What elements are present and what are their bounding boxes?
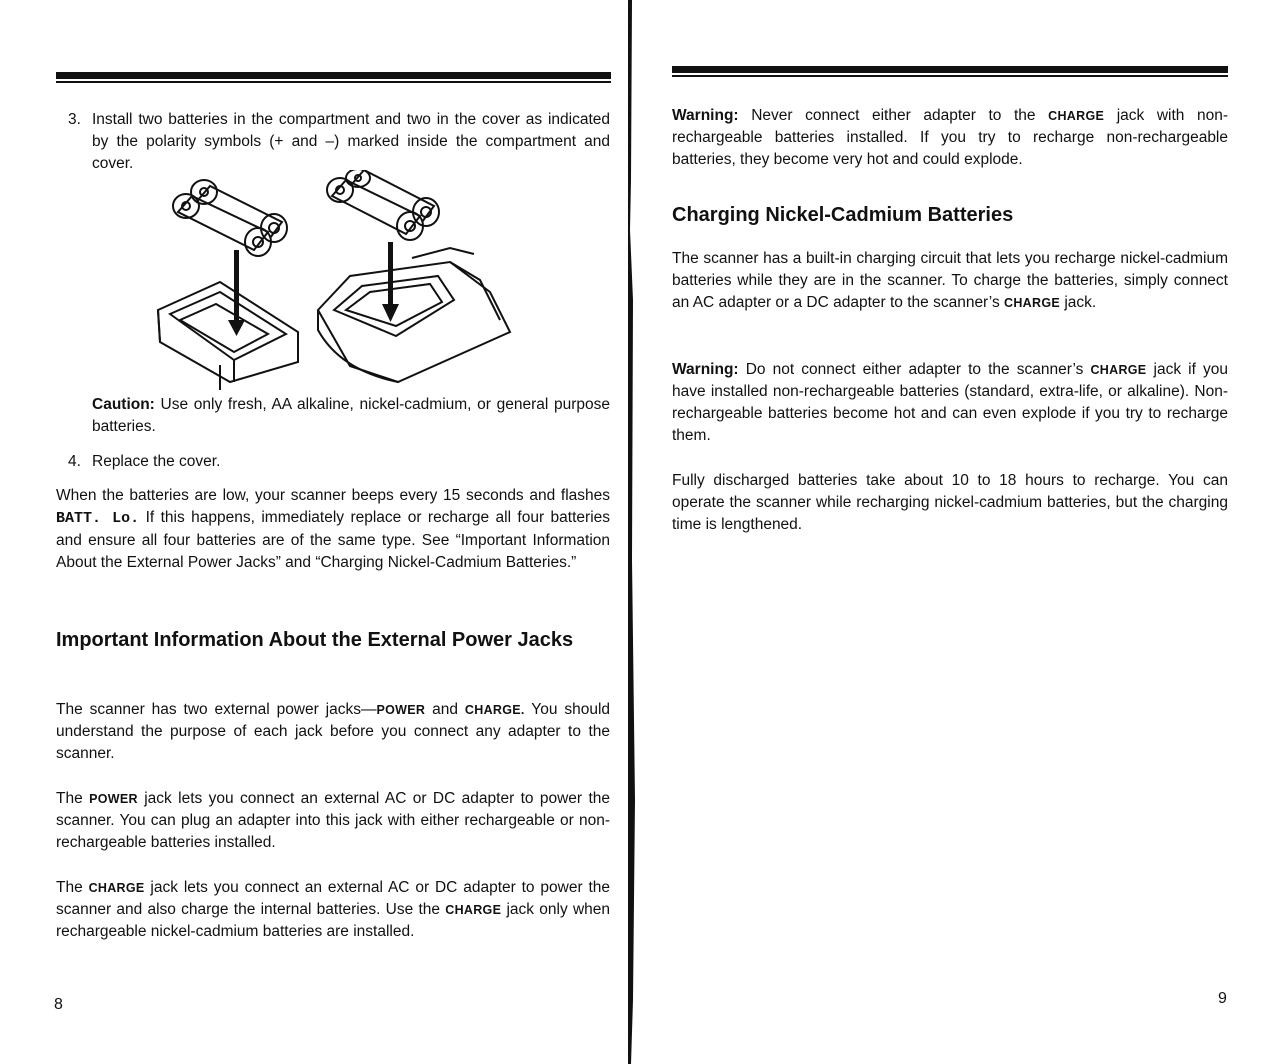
right-page xyxy=(640,0,1278,1064)
power-jack-text: jack lets you connect an external AC or DC adapter to power the scanner. You can plug an adapter into this jack with either rechargeable or non-rechargeable batteries installed. xyxy=(56,790,611,851)
header-rule-thin xyxy=(56,81,611,83)
header-rule-thin xyxy=(672,75,1228,77)
charge-jack-text-1: jack lets you connect an external AC or DC adapter to power the scanner and also charge the internal batteries. Use the xyxy=(56,879,611,918)
charge-term: CHARGE xyxy=(445,903,502,917)
power-jacks-text-1: The scanner has two external power jacks— xyxy=(56,701,377,718)
charging-text-2: jack. xyxy=(1064,294,1097,311)
charge-jack-text-2: jack only when rechargeable nickel-cadmium batteries are installed. xyxy=(56,901,610,940)
low-battery-text-2: If this happens, immediately replace or recharge all four batteries and ensure all four batteries are of the same type. See “Important Information About the External Power Jacks” and “Charging Nickel-Cadmium Batteries.” xyxy=(56,509,611,571)
low-battery-text-1: When the batteries are low, your scanner beeps every 15 seconds and flashes xyxy=(56,487,610,504)
step-3-number: 3. xyxy=(68,111,81,128)
recharge-time-paragraph: Fully discharged batteries take about 10 to 18 hours to recharge. You can operate the scanner while recharging nickel-cadmium batteries, but the charging time is lengthened. xyxy=(672,472,1228,533)
power-jack-paragraph xyxy=(56,788,610,854)
low-battery-paragraph xyxy=(56,485,610,574)
step-4-text: Replace the cover. xyxy=(92,453,221,470)
charging-text-1: The scanner has a built-in charging circuit that lets you recharge nickel-cadmium batteries while they are in the scanner. To charge the batteries, simply connect an AC adapter or a DC adapter to the scanner’s xyxy=(672,250,1228,311)
the-word: The xyxy=(56,790,83,807)
power-jacks-text-2: You should understand the purpose of each jack before you connect any adapter to the scanner. xyxy=(56,701,611,762)
and-word: and xyxy=(432,701,459,718)
power-jacks-paragraph xyxy=(56,699,610,765)
step-3-text: Install two batteries in the compartment and two in the cover as indicated by the polarity symbols (+ and –) marked inside the compartment and cover. xyxy=(92,111,610,172)
external-power-heading: Important Information About the External Power Jacks xyxy=(56,629,574,651)
warning-1-text-1: Never connect either adapter to the xyxy=(751,107,1036,124)
batt-lo-display: BATT. Lo. xyxy=(56,510,140,527)
header-rule xyxy=(672,66,1228,73)
charge-term: CHARGE xyxy=(1090,363,1147,377)
caution-label: Caution: xyxy=(92,396,155,413)
charge-term: CHARGE xyxy=(1004,296,1060,310)
the-word: The xyxy=(56,879,83,896)
charge-jack-paragraph xyxy=(56,877,610,943)
charge-term: CHARGE xyxy=(88,881,145,895)
power-term: POWER xyxy=(376,703,426,717)
warning-1-text-2: jack with non-rechargeable batteries installed. If you try to recharge non-rechargeable batteries, they become very hot and could explode. xyxy=(672,107,1229,168)
header-rule xyxy=(56,72,611,79)
charging-circuit-paragraph xyxy=(672,248,1228,314)
warning-paragraph-2 xyxy=(672,359,1228,447)
left-page xyxy=(0,0,638,1064)
warning-label: Warning: xyxy=(672,107,739,124)
step-4-number: 4. xyxy=(68,453,81,470)
warning-paragraph-1 xyxy=(672,105,1228,171)
warning-label: Warning: xyxy=(672,361,739,378)
page-number-left: 8 xyxy=(54,996,63,1013)
charging-nicad-heading: Charging Nickel-Cadmium Batteries xyxy=(672,204,1014,226)
caution-text: Use only fresh, AA alkaline, nickel-cadmium, or general purpose batteries. xyxy=(92,396,611,435)
charge-term: CHARGE xyxy=(1048,109,1105,123)
warning-2-text-2: jack if you have installed non-rechargeable batteries (standard, extra-life, or alkaline). Non-rechargeable batteries become hot and can even explode if you try to recharge them. xyxy=(672,361,1229,444)
page-number-right: 9 xyxy=(1218,990,1227,1007)
power-term: POWER xyxy=(89,792,138,806)
caution-note xyxy=(92,394,610,438)
charge-term: CHARGE. xyxy=(464,703,525,717)
warning-2-text-1: Do not connect either adapter to the scanner’s xyxy=(745,361,1084,378)
battery-installation-illustration xyxy=(150,170,515,392)
